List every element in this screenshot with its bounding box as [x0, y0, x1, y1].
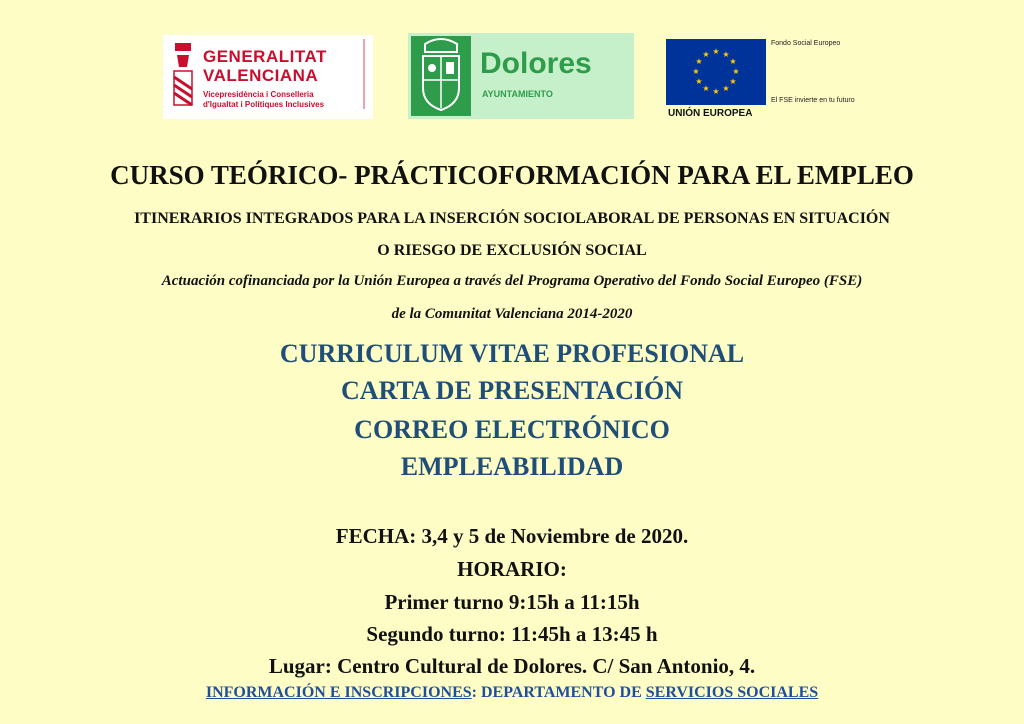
course-location: Lugar: Centro Cultural de Dolores. C/ San Antonio, 4. — [268, 654, 756, 678]
topic-email: CORREO ELECTRÓNICO — [354, 415, 670, 444]
cofinance-line-2: de la Comunitat Valenciana 2014-2020 — [391, 306, 633, 322]
program-line-2: O RIESGO DE EXCLUSIÓN SOCIAL — [377, 242, 647, 259]
svg-text:★: ★ — [712, 47, 720, 56]
schedule-shift-1: Primer turno 9:15h a 11:15h — [384, 590, 640, 614]
info-department: : DEPARTAMENTO DE — [471, 684, 646, 701]
topic-cover-letter: CARTA DE PRESENTACIÓN — [341, 376, 683, 405]
info-line — [0, 684, 1024, 702]
eu-logo — [666, 35, 876, 121]
svg-text:★: ★ — [695, 57, 703, 66]
schedule-heading: HORARIO: — [457, 557, 567, 581]
generalitat-sub1: Vicepresidència i Conselleria — [203, 90, 314, 99]
dolores-crest-icon — [411, 36, 471, 116]
svg-text:★: ★ — [729, 57, 737, 66]
generalitat-line1: GENERALITAT — [203, 47, 327, 66]
info-registration: INFORMACIÓN E INSCRIPCIONES — [205, 684, 472, 701]
schedule-shift-2: Segundo turno: 11:45h a 13:45 h — [366, 622, 658, 646]
svg-text:★: ★ — [695, 77, 703, 86]
info-social-services: SERVICIOS SOCIALES — [645, 684, 819, 701]
svg-text:★: ★ — [712, 87, 720, 96]
cofinance-line-1: Actuación cofinanciada por la Unión Europea a través del Programa Operativo del Fondo Social Europeo (FSE) — [161, 273, 863, 289]
eu-flag-icon — [666, 39, 766, 105]
topic-cv: CURRICULUM VITAE PROFESIONAL — [279, 339, 745, 368]
generalitat-shield-icon — [171, 41, 195, 107]
dolores-subtitle: AYUNTAMIENTO — [482, 89, 553, 99]
svg-text:★: ★ — [729, 77, 737, 86]
generalitat-logo — [163, 35, 373, 119]
generalitat-sub2: d'Igualtat i Polítiques Inclusives — [203, 100, 325, 109]
dolores-title: Dolores — [480, 47, 592, 80]
topic-employability: EMPLEABILIDAD — [400, 452, 624, 481]
svg-text:★: ★ — [732, 67, 740, 76]
logo-bar — [0, 33, 1024, 123]
svg-text:★: ★ — [722, 84, 730, 93]
program-line-1: ITINERARIOS INTEGRADOS PARA LA INSERCIÓN SOCIOLABORAL DE PERSONAS EN SITUACIÓN — [134, 210, 890, 227]
course-date: FECHA: 3,4 y 5 de Noviembre de 2020. — [335, 524, 689, 548]
dolores-logo — [408, 33, 634, 119]
generalitat-divider — [363, 39, 365, 109]
svg-text:★: ★ — [702, 50, 710, 59]
generalitat-line2: VALENCIANA — [203, 66, 319, 85]
eu-label: UNIÓN EUROPEA — [668, 108, 753, 119]
svg-text:★: ★ — [702, 84, 710, 93]
course-title: CURSO TEÓRICO- PRÁCTICOFORMACIÓN PARA EL EMPLEO — [110, 160, 914, 190]
svg-text:★: ★ — [692, 67, 700, 76]
eu-fund-name: Fondo Social Europeo — [771, 40, 841, 47]
eu-tagline: El FSE invierte en tu futuro — [771, 97, 855, 104]
svg-text:★: ★ — [722, 50, 730, 59]
